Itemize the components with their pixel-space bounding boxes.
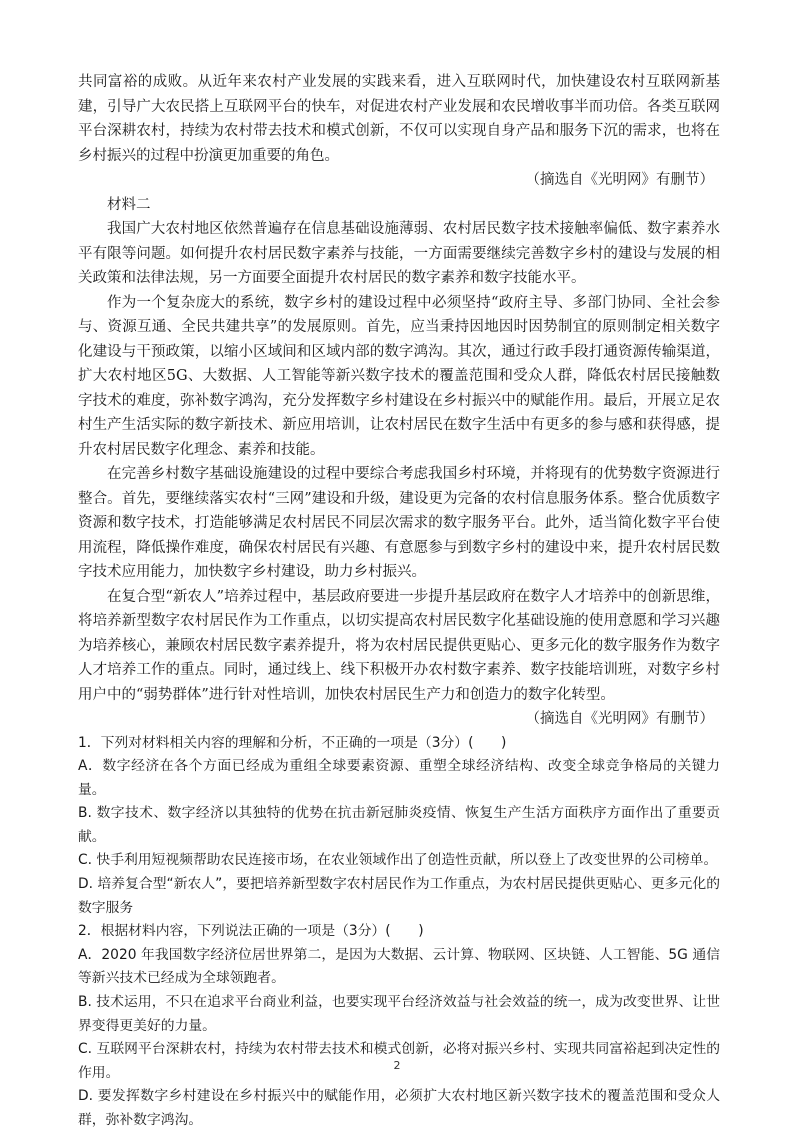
question-2-stem: 2．根据材料内容，下列说法正确的一项是（3分）( ) <box>78 923 424 940</box>
material2-paragraph-1: 我国广大农村地区依然普遍存在信息基础设施薄弱、农村居民数字技术接触率偏低、数字素养水平有限等问题。如何提升农村居民数字素养与技能，一方面需要继续完善数字乡村的建设与发展的相关政策和法律法规，另一方面要全面提升农村居民的数字素养和数字技能水平。 <box>78 221 720 286</box>
question-1 <box>78 732 720 921</box>
question-2-option-c: C. 互联网平台深耕农村，持续为农村带去技术和模式创新，必将对振兴乡村、实现共同富裕起到决定性的作用。 <box>78 1041 720 1081</box>
question-2-option-b: B. 技术运用，不只在追求平台商业利益，也要实现平台经济效益与社会效益的统一，成为改变世界、让世界变得更美好的力量。 <box>78 994 720 1034</box>
question-2 <box>78 920 720 1132</box>
page-number: 2 <box>393 1059 401 1072</box>
question-1-option-b: B. 数字技术、数字经济以其独特的优势在抗击新冠肺炎疫情、恢复生产生活方面秩序方面作出了重要贡献。 <box>78 805 720 845</box>
source-citation-1: （摘选自《光明网》有删节） <box>525 172 714 188</box>
material1-tail-paragraph: 共同富裕的成败。从近年来农村产业发展的实践来看，进入互联网时代，加快建设农村互联网新基建，引导广大农民搭上互联网平台的快车，对促进农村产业发展和农民增收事半而功倍。各类互联网平台深耕农村，持续为农村带去技术和模式创新，不仅可以实现自身产品和服务下沉的需求，也将在乡村振兴的过程中扮演更加重要的角色。 <box>78 74 720 164</box>
material2-paragraph-2: 作为一个复杂庞大的系统，数字乡村的建设过程中必须坚持“政府主导、多部门协同、全社会参与、资源互通、全民共建共享”的发展原则。首先，应当秉持因地因时因势制宜的原则制定相关数字化建设与干预政策，以缩小区域间和区域内部的数字鸿沟。其次，通过行政手段打通资源传输渠道，扩大农村地区5G、大数据、人工智能等新兴数字技术的覆盖范围和受众人群，降低农村居民接触数字技术的难度，弥补数字鸿沟，充分发挥数字乡村建设在乡村振兴中的赋能作用。最后，开展立足农村生产生活实际的数字新技术、新应用培训，让农村居民在数字生活中有更多的参与感和获得感，提升农村居民数字化理念、素养和技能。 <box>78 294 720 458</box>
question-2-option-a: A．2020 年我国数字经济位居世界第二，是因为大数据、云计算、物联网、区块链、人工智能、5G 通信等新兴技术已经成为全球领跑者。 <box>78 946 720 987</box>
question-1-option-a: A．数字经济在各个方面已经成为重组全球要素资源、重塑全球经济结构、改变全球竞争格局的关键力量。 <box>78 758 720 798</box>
material2-paragraph-4: 在复合型“新农人”培养过程中，基层政府要进一步提升基层政府在数字人才培养中的创新思维，将培养新型数字农村居民作为工作重点，以切实提高农村居民数字化基础设施的使用意愿和学习兴趣为培养核心，兼顾农村居民数字素养提升，将为农村居民提供更贴心、更多元化的数字服务作为数字人才培养工作的重点。同时，通过线上、线下积极开办农村数字素养、数字技能培训班，对数字乡村用户中的“弱势群体”进行针对性培训，加快农村居民生产力和创造力的数字化转型。 <box>78 588 720 703</box>
question-1-option-c: C. 快手利用短视频帮助农民连接市场，在农业领域作出了创造性贡献，所以登上了改变世界的公司榜单。 <box>78 852 718 869</box>
source-citation-2: （摘选自《光明网》有删节） <box>525 711 714 727</box>
material2-label: 材料二 <box>107 196 151 213</box>
question-1-stem: 1．下列对材料相关内容的理解和分析，不正确的一项是（3分）( ) <box>78 734 507 751</box>
page-content <box>78 70 720 1133</box>
material2-paragraph-3: 在完善乡村数字基础设施建设的过程中要综合考虑我国乡村环境，并将现有的优势数字资源进行整合。首先，要继续落实农村“三网”建设和升级，建设更为完备的农村信息服务体系。整合优质数字资源和数字技术，打造能够满足农村居民不同层次需求的数字服务平台。此外，适当简化数字平台使用流程，降低操作难度，确保农村居民有兴趣、有意愿参与到数字乡村的建设中来，提升农村居民数字技术应用能力，加快数字乡村建设，助力乡村振兴。 <box>78 466 720 580</box>
question-2-option-d: D. 要发挥数字乡村建设在乡村振兴中的赋能作用，必须扩大农村地区新兴数字技术的覆盖范围和受众人群，弥补数字鸿沟。 <box>78 1088 720 1128</box>
question-1-option-d: D. 培养复合型“新农人”，要把培养新型数字农村居民作为工作重点，为农村居民提供更贴心、更多元化的数字服务 <box>78 876 720 916</box>
